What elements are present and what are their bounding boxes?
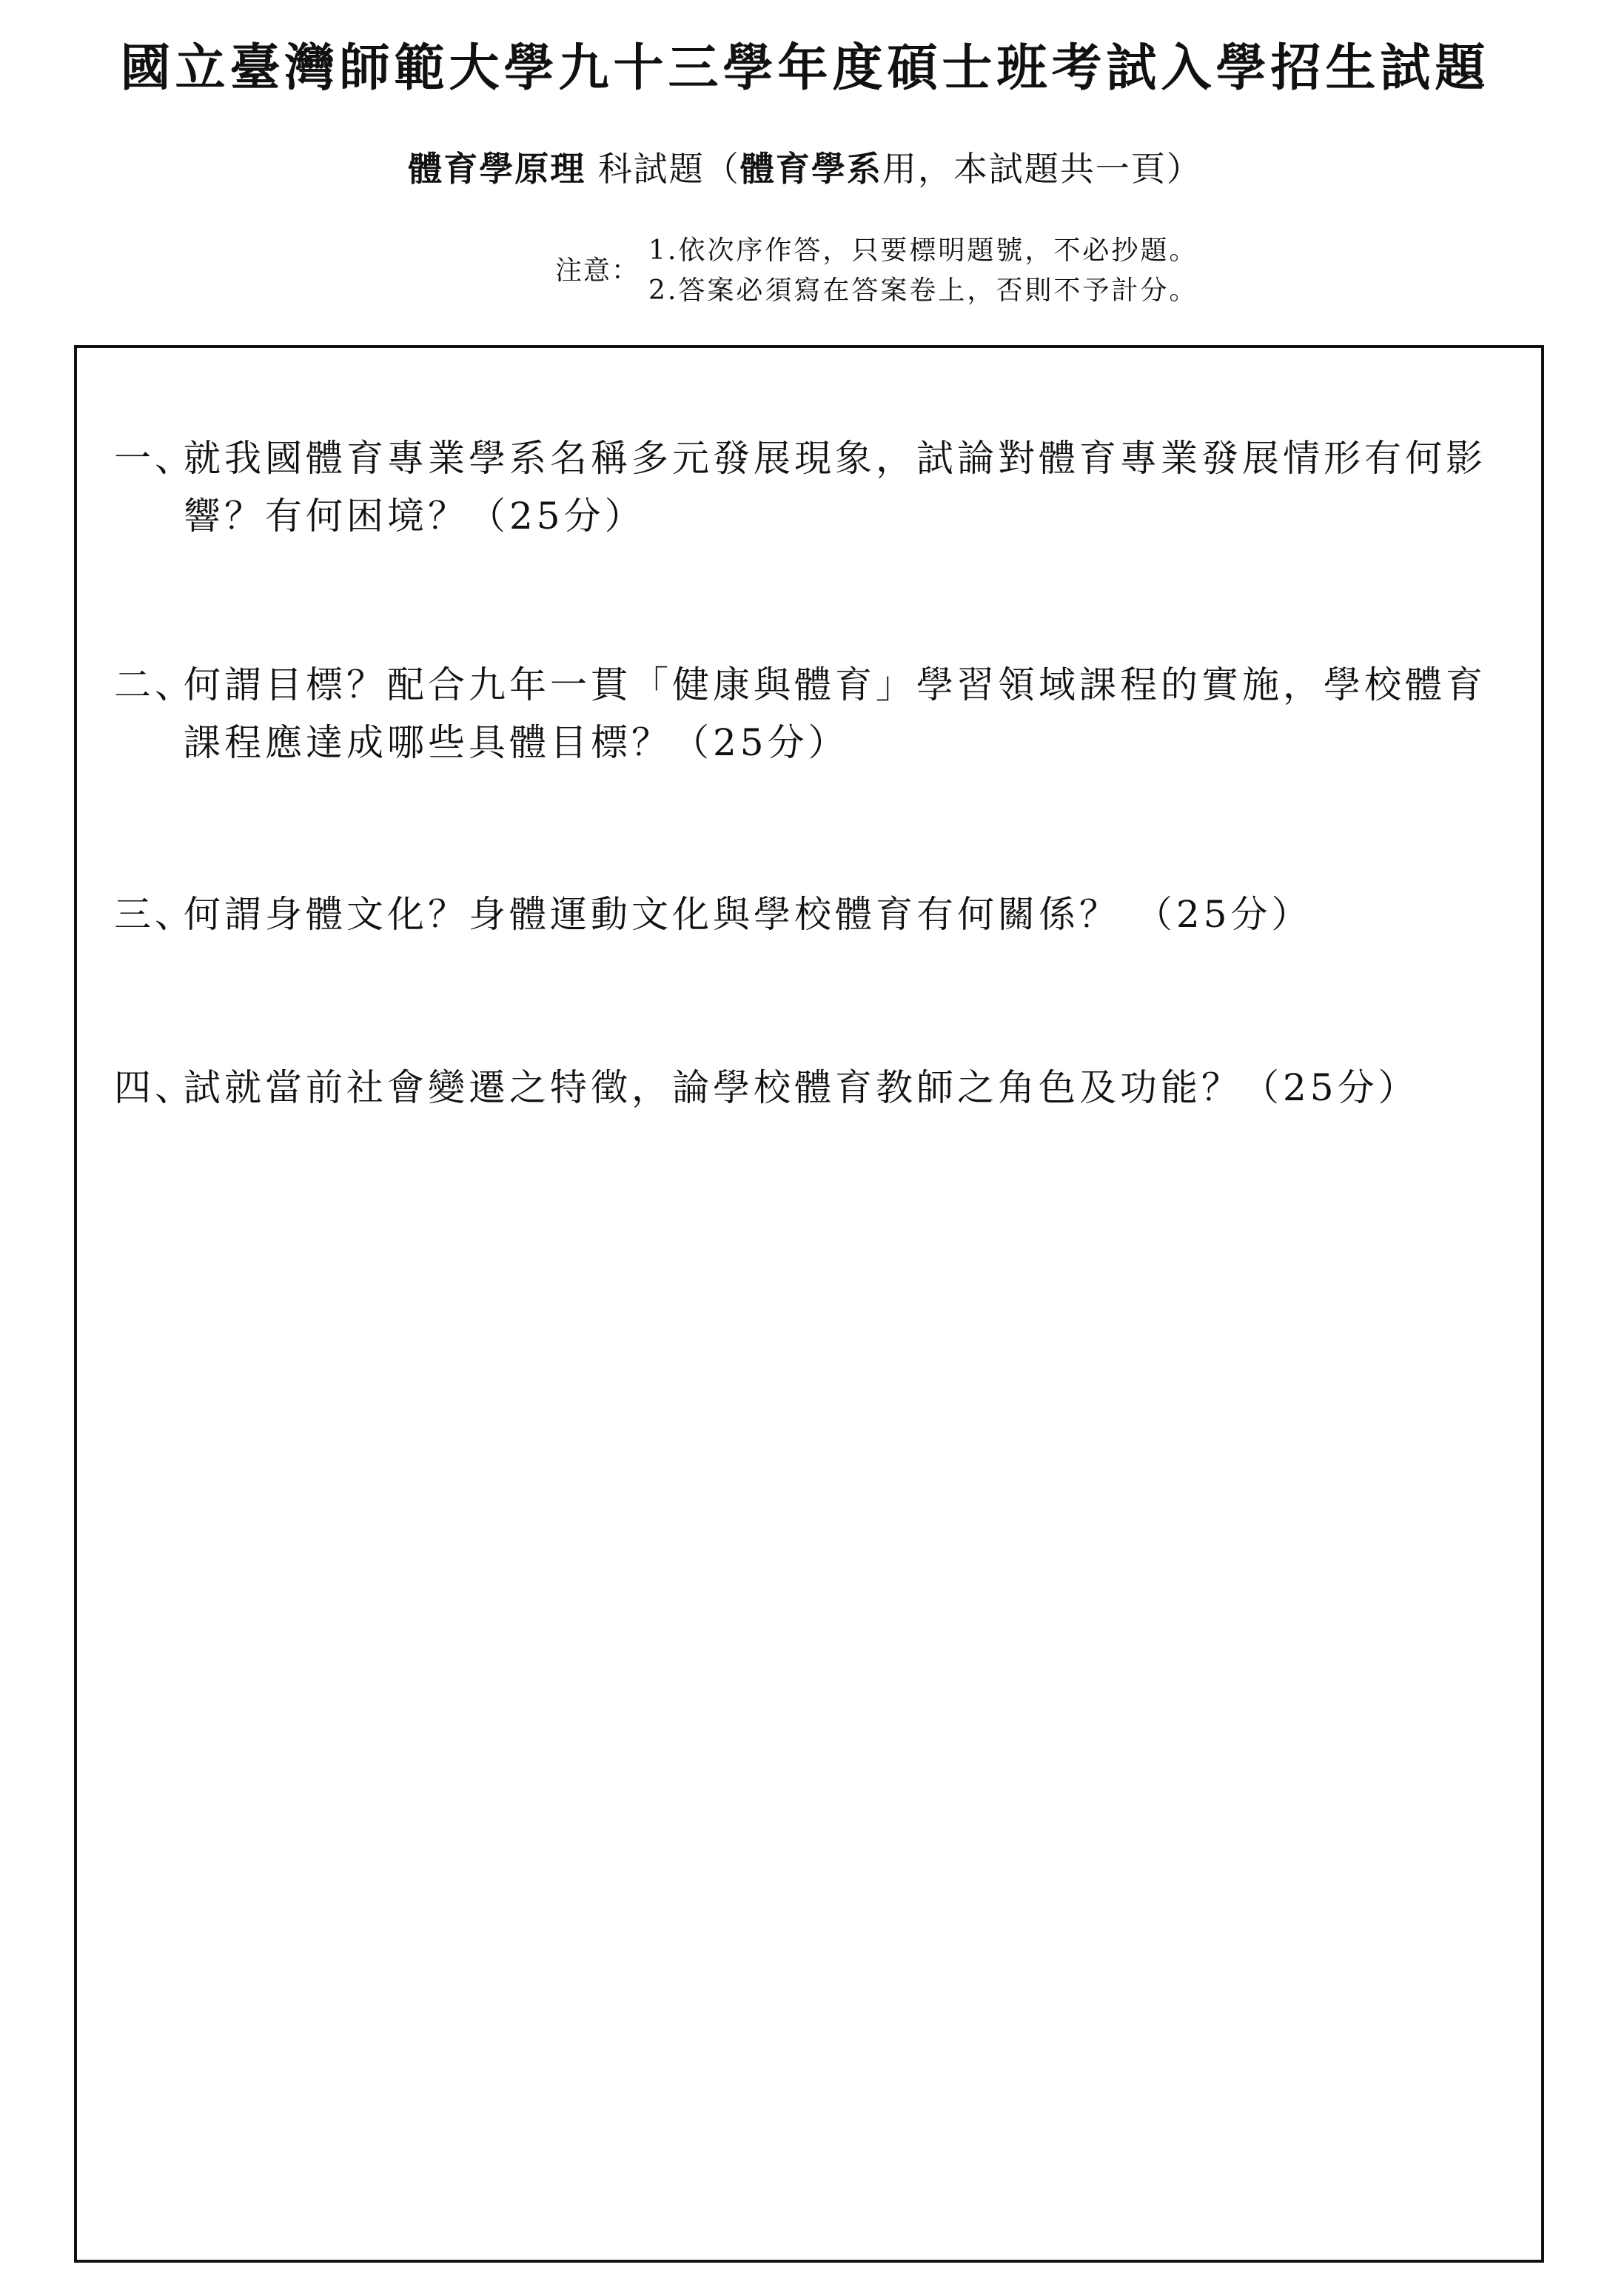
question-number: 一、: [114, 437, 195, 480]
subtitle-text-end: 用，本試題共一頁）: [882, 149, 1202, 189]
question-box: [74, 345, 1544, 2263]
exam-subtitle: [0, 147, 1610, 191]
question-text: 何謂目標？配合九年一貫「健康與體育」學習領域課程的實施，學校體育課程應達成哪些具體目標？（25分）: [184, 663, 1486, 764]
question-4: [114, 1059, 1520, 1117]
notice-item: 2.答案必須寫在答案卷上，否則不予計分。: [648, 275, 1198, 306]
department-name: 體育學系: [739, 149, 882, 189]
notice-label: 注意：: [555, 255, 640, 286]
notice-items: [648, 231, 1198, 311]
question-1: [114, 429, 1520, 545]
page-title: 國立臺灣師範大學九十三學年度碩士班考試入學招生試題: [120, 39, 1490, 98]
question-2: [114, 656, 1520, 772]
question-number: 四、: [114, 1066, 195, 1109]
question-number: 二、: [114, 663, 195, 706]
question-number: 三、: [114, 893, 195, 936]
question-3: [114, 886, 1520, 943]
subtitle-text: 科試題（: [586, 149, 740, 189]
question-text: 試就當前社會變遷之特徵，論學校體育教師之角色及功能？（25分）: [184, 1066, 1419, 1109]
notice-item: 1.依次序作答，只要標明題號，不必抄題。: [648, 235, 1198, 266]
question-text: 就我國體育專業學系名稱多元發展現象，試論對體育專業發展情形有何影響？有何困境？（25分）: [184, 437, 1486, 538]
notice-block: [555, 231, 1332, 312]
subject-name: 體育學原理: [408, 149, 586, 189]
question-text: 何謂身體文化？身體運動文化與學校體育有何關係？ （25分）: [184, 893, 1312, 936]
